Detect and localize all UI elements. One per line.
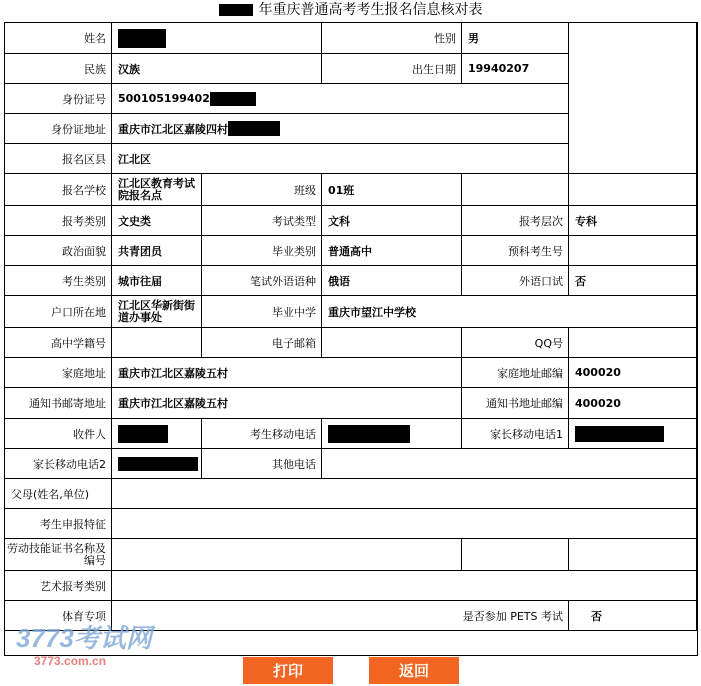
label-prep-no: 预科考生号 bbox=[462, 236, 569, 266]
value-oral: 否 bbox=[569, 266, 697, 296]
value-id-number: 500105199402 bbox=[112, 84, 569, 114]
label-art-category: 艺术报考类别 bbox=[5, 571, 112, 601]
empty-cell bbox=[569, 174, 697, 206]
value-gender: 男 bbox=[462, 23, 569, 54]
label-home-address: 家庭地址 bbox=[5, 358, 112, 388]
value-hs-number bbox=[112, 328, 202, 358]
redacted-recipient bbox=[118, 425, 168, 443]
label-student-type: 考生类别 bbox=[5, 266, 112, 296]
value-class: 01班 bbox=[322, 174, 462, 206]
label-school: 报名学校 bbox=[5, 174, 112, 206]
redacted-id-suffix bbox=[210, 92, 256, 106]
redacted-name bbox=[118, 29, 166, 48]
label-hukou: 户口所在地 bbox=[5, 296, 112, 328]
label-parent-phone2: 家长移动电话2 bbox=[5, 449, 112, 479]
label-id-number: 身份证号 bbox=[5, 84, 112, 114]
value-email bbox=[322, 328, 462, 358]
info-table bbox=[4, 22, 698, 656]
value-parents bbox=[112, 479, 697, 509]
redacted-parent-phone2 bbox=[118, 457, 198, 471]
value-exam-type: 文科 bbox=[322, 206, 462, 236]
value-exam-category: 文史类 bbox=[112, 206, 202, 236]
label-political: 政治面貌 bbox=[5, 236, 112, 266]
print-button[interactable]: 打印 bbox=[243, 657, 333, 684]
redacted-address bbox=[228, 121, 280, 136]
label-parents: 父母(姓名,单位) bbox=[5, 479, 112, 509]
value-qq bbox=[569, 328, 697, 358]
value-student-phone bbox=[322, 419, 462, 449]
redacted-parent-phone1 bbox=[575, 426, 664, 442]
value-art-category bbox=[112, 571, 697, 601]
value-name bbox=[112, 23, 322, 54]
label-labor-cert: 劳动技能证书名称及编号 bbox=[5, 539, 112, 571]
value-exam-level: 专科 bbox=[569, 206, 697, 236]
value-grad-school: 重庆市望江中学校 bbox=[322, 296, 697, 328]
label-home-zip: 家庭地址邮编 bbox=[462, 358, 569, 388]
back-button[interactable]: 返回 bbox=[369, 657, 459, 684]
value-political: 共青团员 bbox=[112, 236, 202, 266]
value-foreign-lang: 俄语 bbox=[322, 266, 462, 296]
label-birthdate: 出生日期 bbox=[322, 54, 462, 84]
label-name: 姓名 bbox=[5, 23, 112, 54]
label-exam-type: 考试类型 bbox=[202, 206, 322, 236]
label-id-address: 身份证地址 bbox=[5, 114, 112, 144]
label-mail-address: 通知书邮寄地址 bbox=[5, 388, 112, 419]
value-student-type: 城市往届 bbox=[112, 266, 202, 296]
value-id-address: 重庆市江北区嘉陵四村 bbox=[112, 114, 569, 144]
value-parent-phone2 bbox=[112, 449, 202, 479]
title-text: 年重庆普通高考考生报名信息核对表 bbox=[258, 2, 483, 18]
page-title bbox=[0, 1, 701, 20]
watermark-url: 3773.com.cn bbox=[34, 654, 107, 668]
label-recipient: 收件人 bbox=[5, 419, 112, 449]
value-district: 江北区 bbox=[112, 144, 569, 174]
value-home-zip: 400020 bbox=[569, 358, 697, 388]
value-hukou: 江北区华新街街道办事处 bbox=[112, 296, 202, 328]
redacted-student-phone bbox=[328, 425, 410, 443]
empty-cell bbox=[462, 174, 569, 206]
label-district: 报名区县 bbox=[5, 144, 112, 174]
value-pets: 否 bbox=[569, 601, 697, 631]
value-prep-no bbox=[569, 236, 697, 266]
label-email: 电子邮箱 bbox=[202, 328, 322, 358]
photo-box bbox=[569, 23, 697, 174]
value-parent-phone1 bbox=[569, 419, 697, 449]
label-class: 班级 bbox=[202, 174, 322, 206]
value-features bbox=[112, 509, 697, 539]
value-recipient bbox=[112, 419, 202, 449]
value-mail-address: 重庆市江北区嘉陵五村 bbox=[112, 388, 462, 419]
watermark-brand: 3773考试网 bbox=[16, 623, 152, 653]
label-foreign-lang: 笔试外语语种 bbox=[202, 266, 322, 296]
value-other-phone bbox=[322, 449, 697, 479]
label-pets: 是否参加 PETS 考试 bbox=[112, 601, 569, 631]
label-sports: 体育专项 bbox=[5, 601, 112, 631]
label-other-phone: 其他电话 bbox=[202, 449, 322, 479]
label-features: 考生申报特征 bbox=[5, 509, 112, 539]
label-exam-level: 报考层次 bbox=[462, 206, 569, 236]
value-labor-cert-1 bbox=[112, 539, 462, 571]
value-birthdate: 19940207 bbox=[462, 54, 569, 84]
label-parent-phone1: 家长移动电话1 bbox=[462, 419, 569, 449]
value-ethnicity: 汉族 bbox=[112, 54, 322, 84]
value-school: 江北区教育考试院报名点 bbox=[112, 174, 202, 206]
label-mail-zip: 通知书地址邮编 bbox=[462, 388, 569, 419]
label-ethnicity: 民族 bbox=[5, 54, 112, 84]
label-exam-category: 报考类别 bbox=[5, 206, 112, 236]
value-labor-cert-3 bbox=[569, 539, 697, 571]
label-gender: 性别 bbox=[322, 23, 462, 54]
label-qq: QQ号 bbox=[462, 328, 569, 358]
label-grad-type: 毕业类别 bbox=[202, 236, 322, 266]
value-home-address: 重庆市江北区嘉陵五村 bbox=[112, 358, 462, 388]
value-grad-type: 普通高中 bbox=[322, 236, 462, 266]
label-student-phone: 考生移动电话 bbox=[202, 419, 322, 449]
label-hs-number: 高中学籍号 bbox=[5, 328, 112, 358]
value-labor-cert-2 bbox=[462, 539, 569, 571]
value-mail-zip: 400020 bbox=[569, 388, 697, 419]
label-grad-school: 毕业中学 bbox=[202, 296, 322, 328]
label-oral: 外语口试 bbox=[462, 266, 569, 296]
redacted-year bbox=[219, 4, 253, 16]
